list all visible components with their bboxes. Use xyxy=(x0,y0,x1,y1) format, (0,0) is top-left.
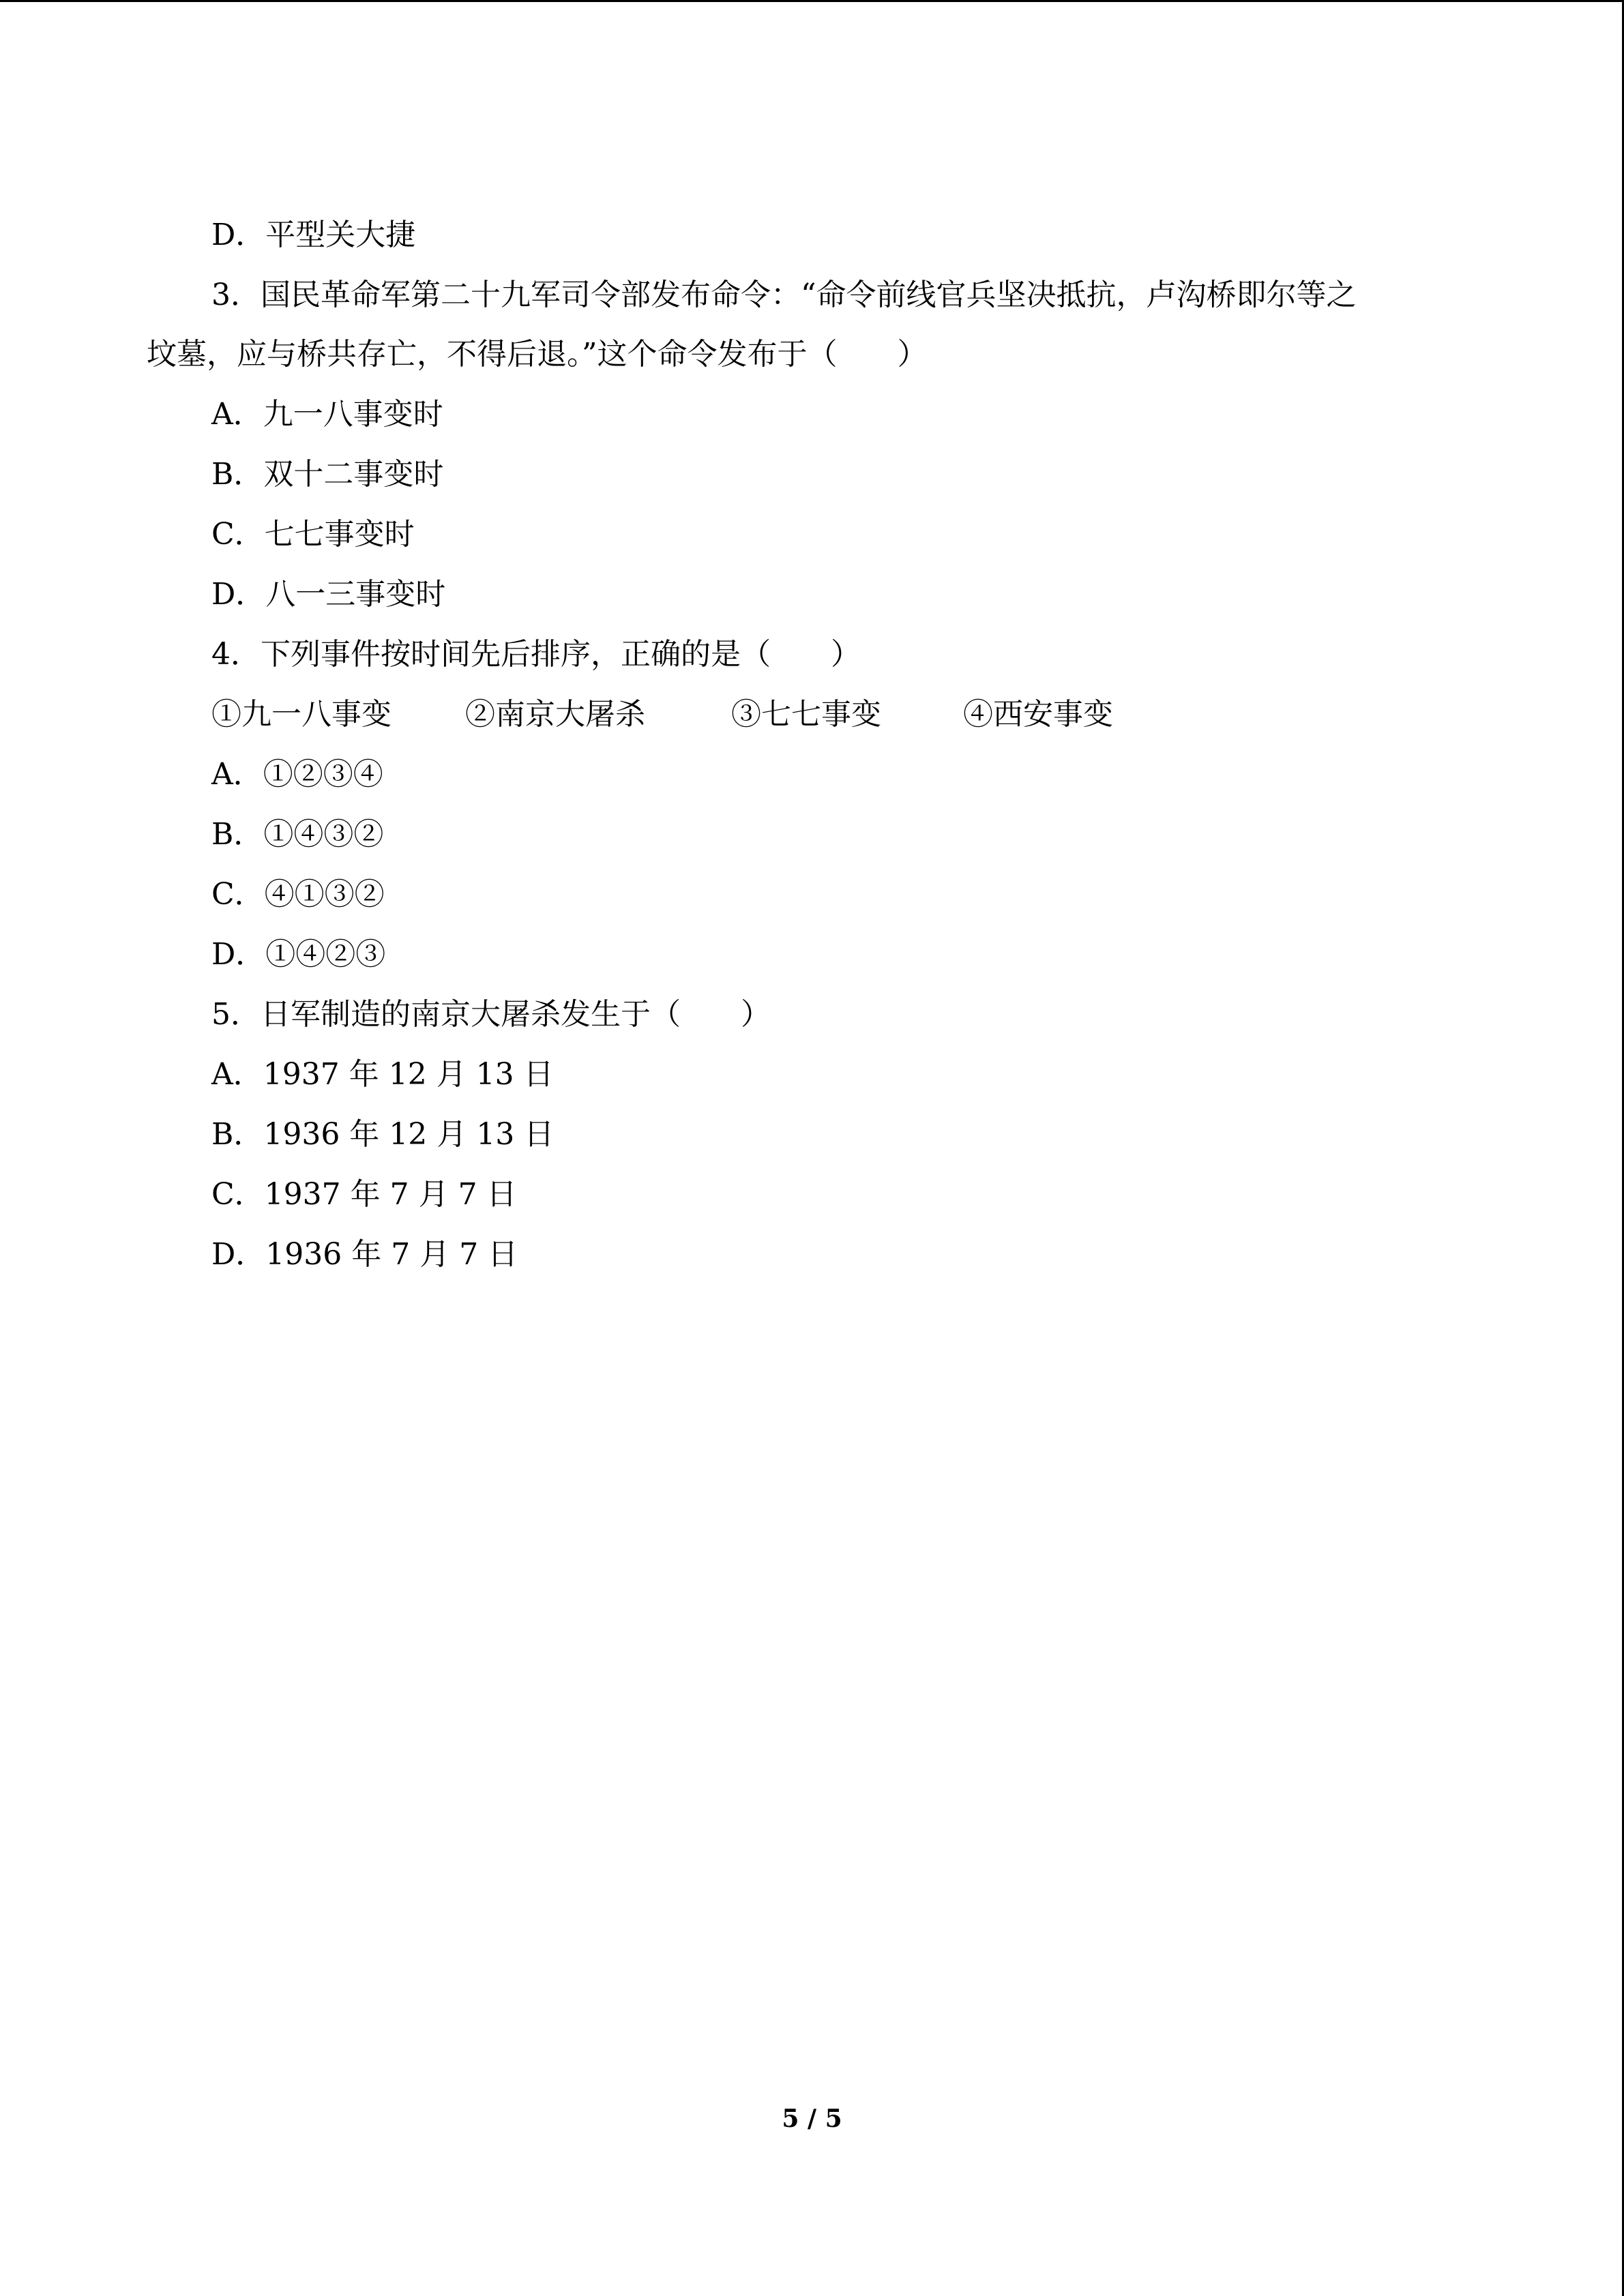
q3-option-b: B．双十二事变时 xyxy=(211,457,444,492)
q3-option-a: A．九一八事变时 xyxy=(211,397,443,432)
q4-stem: 4．下列事件按时间先后排序，正确的是（ ） xyxy=(211,637,861,672)
q2-option-d: D．平型关大捷 xyxy=(211,218,416,252)
q5-option-c: C．1937 年 7 月 7 日 xyxy=(211,1177,517,1212)
q4-event-3: ③七七事变 xyxy=(731,697,881,732)
q4-events-row xyxy=(211,694,1113,735)
q4-option-b: B．①④③② xyxy=(211,817,384,852)
q4-event-2: ②南京大屠杀 xyxy=(465,697,645,732)
page-number: 5 / 5 xyxy=(782,2104,842,2133)
q3-option-d: D．八一三事变时 xyxy=(211,577,446,612)
q4-option-a: A．①②③④ xyxy=(211,757,383,792)
q3-option-c: C．七七事变时 xyxy=(211,517,415,552)
q5-option-a: A．1937 年 12 月 13 日 xyxy=(211,1057,554,1092)
q4-event-4: ④西安事变 xyxy=(963,697,1113,732)
q4-event-1: ①九一八事变 xyxy=(211,697,392,732)
q4-option-d: D．①④②③ xyxy=(211,937,386,972)
q5-stem: 5．日军制造的南京大屠杀发生于（ ） xyxy=(211,997,771,1032)
q4-option-c: C．④①③② xyxy=(211,877,385,912)
q5-option-b: B．1936 年 12 月 13 日 xyxy=(211,1117,555,1152)
q3-stem-line1: 3．国民革命军第二十九军司令部发布命令：“命令前线官兵坚决抵抗，卢沟桥即尔等之 xyxy=(211,278,1357,312)
q3-stem-line2: 坟墓，应与桥共存亡，不得后退。”这个命令发布于（ ） xyxy=(147,337,928,372)
q5-option-d: D．1936 年 7 月 7 日 xyxy=(211,1237,518,1272)
